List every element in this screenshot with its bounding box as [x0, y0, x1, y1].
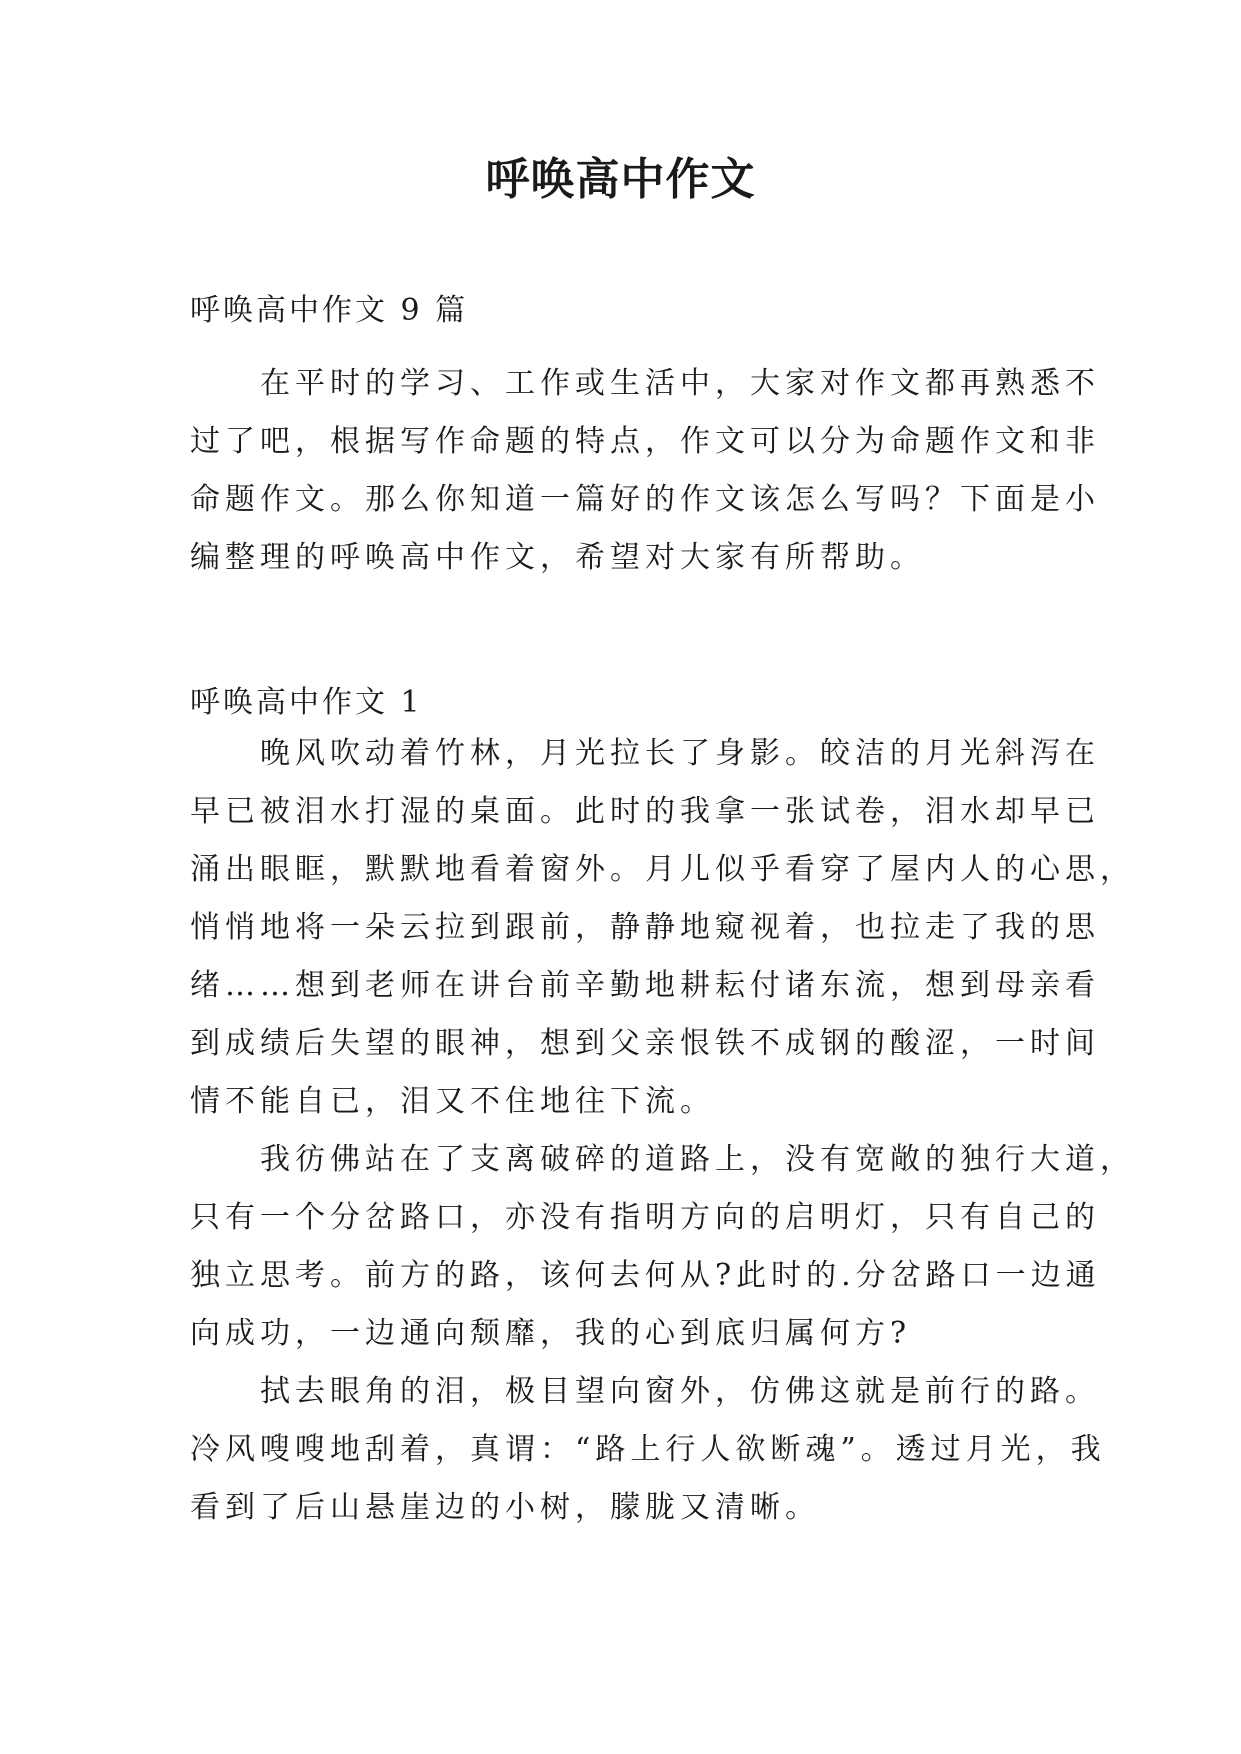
paragraph-line: 在平时的学习、工作或生活中，大家对作文都再熟悉不	[190, 366, 1100, 401]
paragraph-line: 独立思考。前方的路，该何去何从?此时的.分岔路口一边通	[190, 1258, 1101, 1293]
section1-paragraph-1	[190, 725, 1135, 1131]
paragraph-line: 命题作文。那么你知道一篇好的作文该怎么写吗？下面是小	[190, 482, 1100, 517]
section1-paragraph-3	[190, 1363, 1106, 1537]
paragraph-line: 过了吧，根据写作命题的特点，作文可以分为命题作文和非	[190, 424, 1100, 459]
paragraph-line: 拭去眼角的泪，极目望向窗外，仿佛这就是前行的路。	[190, 1374, 1100, 1409]
paragraph-line: 早已被泪水打湿的桌面。此时的我拿一张试卷，泪水却早已	[190, 794, 1100, 829]
paragraph-line: 我彷佛站在了支离破碎的道路上，没有宽敞的独行大道，	[190, 1142, 1135, 1177]
paragraph-line: 只有一个分岔路口，亦没有指明方向的启明灯，只有自己的	[190, 1200, 1100, 1235]
paragraph-line: 冷风嗖嗖地刮着，真谓：“路上行人欲断魂”。透过月光，我	[190, 1432, 1106, 1467]
paragraph-line: 晚风吹动着竹林，月光拉长了身影。皎洁的月光斜泻在	[190, 736, 1100, 771]
paragraph-line: 向成功，一边通向颓靡，我的心到底归属何方?	[190, 1316, 912, 1351]
section-heading: 呼唤高中作文 1	[190, 685, 423, 720]
paragraph-line: 悄悄地将一朵云拉到跟前，静静地窥视着，也拉走了我的思	[190, 910, 1100, 945]
paragraph-line: 情不能自已，泪又不住地往下流。	[190, 1084, 715, 1119]
section1-paragraph-2	[190, 1131, 1135, 1363]
intro-paragraph	[190, 355, 1100, 587]
paragraph-line: 绪……想到老师在讲台前辛勤地耕耘付诸东流，想到母亲看	[190, 968, 1100, 1003]
document-title: 呼唤高中作文	[485, 154, 756, 205]
paragraph-line: 到成绩后失望的眼神，想到父亲恨铁不成钢的酸涩，一时间	[190, 1026, 1100, 1061]
paragraph-line: 看到了后山悬崖边的小树，朦胧又清晰。	[190, 1490, 820, 1525]
paragraph-line: 编整理的呼唤高中作文，希望对大家有所帮助。	[190, 540, 925, 575]
document-subtitle: 呼唤高中作文 9 篇	[190, 293, 469, 328]
paragraph-line: 涌出眼眶，默默地看着窗外。月儿似乎看穿了屋内人的心思，	[190, 852, 1135, 887]
